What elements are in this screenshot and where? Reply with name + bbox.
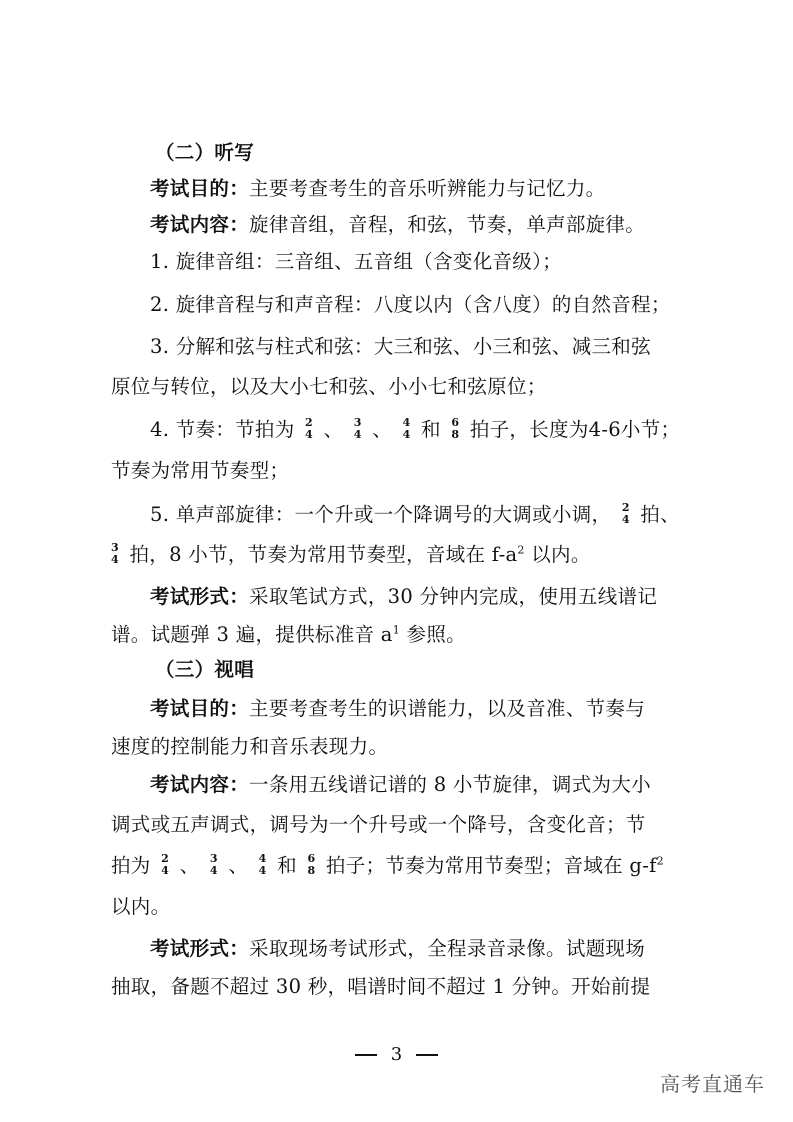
dictation-item-5-line-1: 5. 单声部旋律：一个升或一个降调号的大调或小调， 2 4 拍、 [150, 500, 680, 526]
meter-3-4: 3 4 [111, 540, 119, 566]
dictation-content: 考试内容：旋律音组，音程，和弦，节奏，单声部旋律。 [150, 213, 646, 236]
dictation-purpose: 考试目的：主要考查考生的音乐听辨能力与记忆力。 [150, 177, 606, 200]
meter-2-4: 2 4 [305, 415, 313, 441]
dictation-item-4-line-1: 4. 节奏：节拍为 2 4 、 3 4 、 4 4 和 6 8 拍子，长度为4-6小节； [150, 415, 681, 441]
dictation-item-3-line-1: 3. 分解和弦与柱式和弦：大三和弦、小三和弦、减三和弦 [150, 335, 651, 358]
meter-6-8: 6 8 [307, 851, 316, 877]
sight-singing-form-line-1: 考试形式：采取现场考试形式，全程录音录像。试题现场 [150, 937, 646, 960]
page-number-dash-left [355, 1054, 377, 1056]
sight-singing-purpose-line-2: 速度的控制能力和音乐表现力。 [111, 735, 389, 758]
sight-singing-content-line-4: 以内。 [111, 895, 171, 918]
dictation-form-line-2: 谱。试题弹 3 遍，提供标准音 $a^1$ 参照。 [111, 623, 466, 646]
dictation-item-4-line-2: 节奏为常用节奏型； [111, 459, 290, 482]
dictation-form-line-1: 考试形式：采取笔试方式，30 分钟内完成，使用五线谱记 [150, 585, 658, 608]
dictation-item-5-line-2: 3 4 拍，8 小节，节奏为常用节奏型，音域在 $f-a^2$ 以内。 [111, 540, 591, 566]
meter-6-8: 6 8 [451, 415, 460, 441]
meter-3-4: 3 4 [353, 415, 362, 441]
sight-singing-content-line-2: 调式或五声调式，调号为一个升号或一个降号，含变化音；节 [111, 813, 646, 836]
sight-singing-purpose-line-1: 考试目的：主要考查考生的识谱能力，以及音准、节奏与 [150, 697, 646, 720]
meter-4-4: 4 4 [258, 851, 267, 877]
meter-2-4: 2 4 [621, 500, 630, 526]
sight-singing-form-line-2: 抽取，备题不超过 30 秒，唱谱时间不超过 1 分钟。开始前提 [111, 975, 651, 998]
sight-singing-content-line-3: 拍为 2 4 、 3 4 、 4 4 和 6 8 拍子；节奏为常用节奏型；音域在 $g-f^2$ [111, 851, 664, 877]
watermark: 高考直通车 [660, 1072, 765, 1096]
section-heading-sight-singing: （三）视唱 [155, 658, 255, 681]
meter-3-4: 3 4 [209, 851, 218, 877]
dictation-item-2: 2. 旋律音程与和声音程：八度以内（含八度）的自然音程； [150, 293, 671, 316]
meter-4-4: 4 4 [402, 415, 411, 441]
page-number: 3 [0, 1040, 793, 1070]
section-heading-dictation: （二）听写 [155, 141, 255, 164]
sight-singing-content-line-1: 考试内容：一条用五线谱记谱的 8 小节旋律，调式为大小 [150, 773, 651, 796]
dictation-item-3-line-2: 原位与转位，以及大小七和弦、小小七和弦原位； [111, 375, 547, 398]
dictation-item-1: 1. 旋律音组：三音组、五音组（含变化音级）； [150, 250, 562, 273]
meter-2-4: 2 4 [161, 851, 170, 877]
page-number-dash-right [416, 1054, 438, 1056]
